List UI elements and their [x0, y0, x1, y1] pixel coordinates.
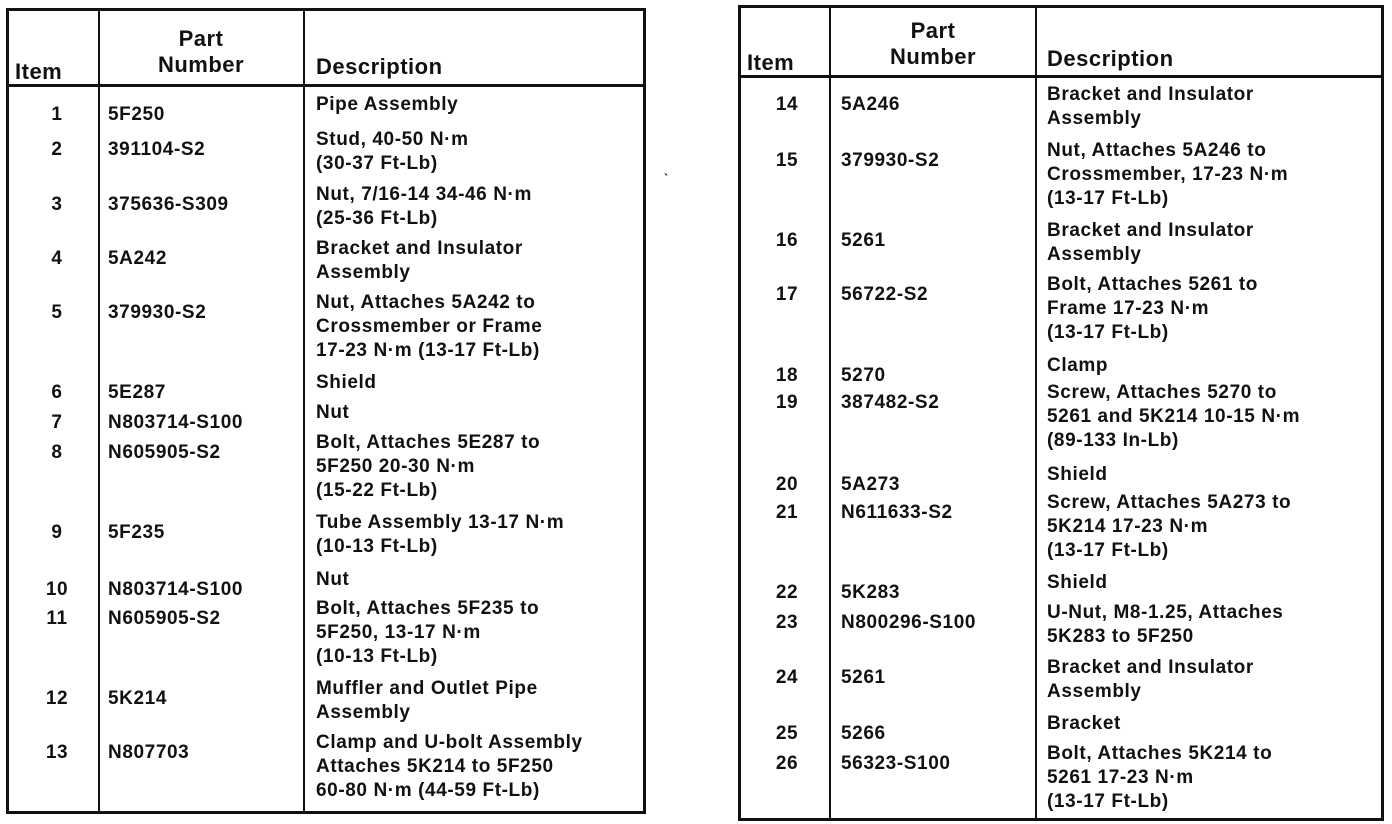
- header-divider: [741, 75, 1381, 78]
- column-divider: [98, 11, 100, 811]
- part-number: 5266: [841, 723, 886, 744]
- part-description: Bracket and Insulator Assembly: [1047, 84, 1254, 129]
- stray-mark: ˎ: [664, 160, 669, 176]
- item-number: 9: [51, 522, 63, 543]
- parts-table-right: [738, 5, 1384, 821]
- column-divider: [303, 11, 305, 811]
- part-description: Bolt, Attaches 5E287 to 5F250 20-30 N·m (15-22 Ft-Lb): [316, 432, 541, 501]
- part-description: Screw, Attaches 5A273 to 5K214 17-23 N·m (13-17 Ft-Lb): [1047, 492, 1292, 561]
- item-number: 20: [775, 474, 799, 495]
- item-number: 17: [775, 284, 799, 305]
- item-number: 13: [45, 742, 69, 763]
- item-number: 1: [51, 104, 63, 125]
- part-number: 5F250: [108, 104, 165, 125]
- header-item: Item: [747, 50, 795, 75]
- item-number: 8: [51, 442, 63, 463]
- part-number: N803714-S100: [108, 579, 244, 600]
- part-description: Shield: [1047, 464, 1108, 485]
- column-divider: [1035, 8, 1037, 818]
- item-number: 11: [46, 608, 68, 629]
- item-number: 24: [775, 667, 799, 688]
- item-number: 3: [51, 194, 63, 215]
- part-number: 5261: [841, 667, 886, 688]
- part-description: Stud, 40-50 N·m (30-37 Ft-Lb): [316, 129, 469, 174]
- part-description: Nut, Attaches 5A246 to Crossmember, 17-23 N·m (13-17 Ft-Lb): [1047, 140, 1289, 209]
- part-description: Screw, Attaches 5270 to 5261 and 5K214 10-15 N·m (89-133 In-Lb): [1047, 382, 1301, 451]
- part-description: Bracket and Insulator Assembly: [316, 238, 523, 283]
- part-number: 5A246: [841, 94, 900, 115]
- item-number: 7: [51, 412, 63, 433]
- item-number: 26: [775, 753, 799, 774]
- header-description: Description: [1047, 46, 1174, 71]
- part-number: 391104-S2: [108, 139, 206, 160]
- part-description: Muffler and Outlet Pipe Assembly: [316, 678, 538, 723]
- part-description: Shield: [1047, 572, 1108, 593]
- item-number: 16: [775, 230, 799, 251]
- part-number: 379930-S2: [108, 302, 207, 323]
- part-number: 5K283: [841, 582, 900, 603]
- part-description: Bracket and Insulator Assembly: [1047, 657, 1254, 702]
- header-divider: [9, 84, 643, 87]
- part-description: Tube Assembly 13-17 N·m (10-13 Ft-Lb): [316, 512, 565, 557]
- part-number: N803714-S100: [108, 412, 244, 433]
- part-number: 375636-S309: [108, 194, 229, 215]
- part-number: N611633-S2: [841, 502, 953, 523]
- item-number: 2: [51, 139, 63, 160]
- item-number: 23: [775, 612, 799, 633]
- part-description: Clamp and U-bolt Assembly Attaches 5K214 to 5F250 60-80 N·m (44-59 Ft-Lb): [316, 732, 583, 801]
- part-number: 5E287: [108, 382, 166, 403]
- part-number: 5K214: [108, 688, 167, 709]
- part-number: N807703: [108, 742, 190, 763]
- parts-table-left: [6, 8, 646, 814]
- part-number: N800296-S100: [841, 612, 977, 633]
- part-number: 5F235: [108, 522, 165, 543]
- item-number: 21: [775, 502, 799, 523]
- header-part-number: Part Number: [157, 26, 245, 77]
- part-number: 379930-S2: [841, 150, 940, 171]
- part-description: Bolt, Attaches 5K214 to 5261 17-23 N·m (13-17 Ft-Lb): [1047, 743, 1273, 812]
- header-description: Description: [316, 54, 443, 79]
- item-number: 22: [775, 582, 799, 603]
- part-description: U-Nut, M8-1.25, Attaches 5K283 to 5F250: [1047, 602, 1284, 647]
- item-number: 6: [51, 382, 63, 403]
- part-description: Nut: [316, 402, 350, 423]
- part-number: 56722-S2: [841, 284, 929, 305]
- header-item: Item: [15, 59, 63, 84]
- part-number: N605905-S2: [108, 608, 221, 629]
- part-description: Bracket: [1047, 713, 1121, 734]
- item-number: 25: [775, 723, 799, 744]
- part-description: Nut: [316, 569, 350, 590]
- item-number: 12: [45, 688, 69, 709]
- part-description: Nut, 7/16-14 34-46 N·m (25-36 Ft-Lb): [316, 184, 532, 229]
- item-number: 18: [775, 365, 799, 386]
- part-description: Bracket and Insulator Assembly: [1047, 220, 1254, 265]
- header-part-number: Part Number: [889, 18, 977, 69]
- item-number: 5: [51, 302, 63, 323]
- part-description: Pipe Assembly: [316, 94, 459, 115]
- part-number: 5270: [841, 365, 886, 386]
- item-number: 15: [775, 150, 799, 171]
- part-description: Bolt, Attaches 5F235 to 5F250, 13-17 N·m (10-13 Ft-Lb): [316, 598, 540, 667]
- part-description: Bolt, Attaches 5261 to Frame 17-23 N·m (13-17 Ft-Lb): [1047, 274, 1258, 343]
- column-divider: [829, 8, 831, 818]
- part-number: 56323-S100: [841, 753, 951, 774]
- part-number: 387482-S2: [841, 392, 940, 413]
- part-description: Shield: [316, 372, 377, 393]
- part-description: Nut, Attaches 5A242 to Crossmember or Frame 17-23 N·m (13-17 Ft-Lb): [316, 292, 543, 361]
- item-number: 19: [775, 392, 799, 413]
- part-number: 5A242: [108, 248, 167, 269]
- part-number: N605905-S2: [108, 442, 221, 463]
- part-number: 5261: [841, 230, 886, 251]
- item-number: 4: [51, 248, 63, 269]
- item-number: 10: [45, 579, 69, 600]
- part-description: Clamp: [1047, 355, 1109, 376]
- part-number: 5A273: [841, 474, 900, 495]
- item-number: 14: [775, 94, 799, 115]
